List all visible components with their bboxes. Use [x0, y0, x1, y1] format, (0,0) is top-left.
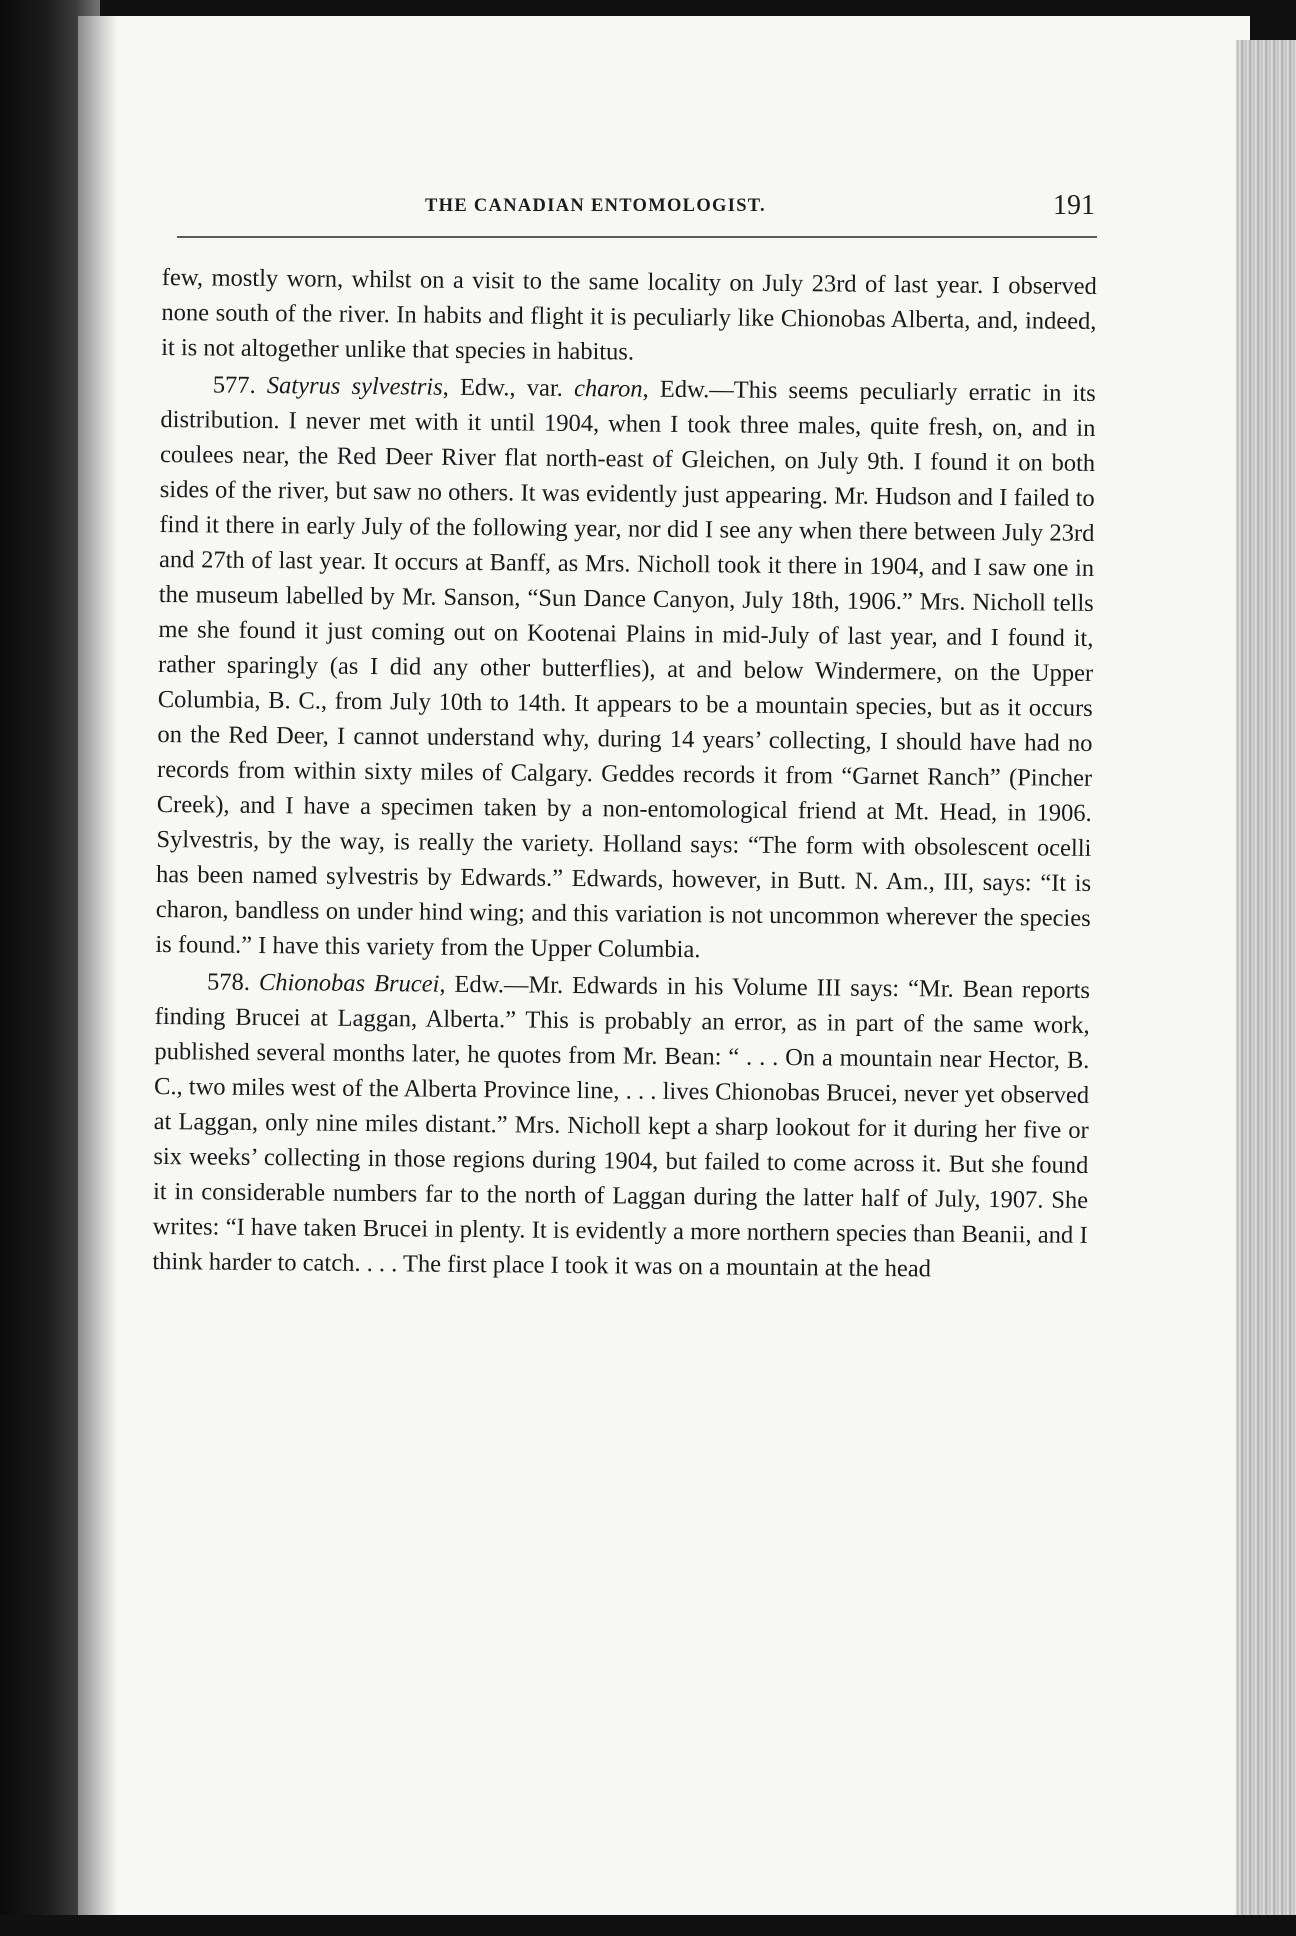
paragraph-578	[152, 964, 1090, 1288]
paragraph-continuation	[161, 260, 1097, 374]
running-head: THE CANADIAN ENTOMOLOGIST.	[425, 196, 766, 216]
paragraph-577	[155, 367, 1096, 971]
entry-number: 577.	[212, 371, 256, 399]
paragraph-text: few, mostly worn, whilst on a visit to the same locality on July 23rd of last year. I observed none south of the river. In habits and flight it is peculiarly like Chionobas Alberta, and, indeed, it is not altogether unlike that species in habitus.	[161, 263, 1097, 366]
paragraph-text: , Edw.—Mr. Edwards in his Volume III says: “Mr. Bean reports finding Brucei at Laggan, Alberta.” This is probably an error, as in part of the same work, published several months later, he quotes from Mr. Bean: “ . . . On a mountain near Hector, B. C., two miles west of the Alberta Province line, . . . lives Chionobas Brucei, never yet observed at Laggan, only nine miles distant.” Mrs. Nicholl kept a sharp lookout for it during her five or six weeks’ collecting in those regions during 1904, but failed to come across it. But she found it in considerable numbers far to the north of Laggan during the latter half of July, 1907. She writes: “I have taken Brucei in plenty. It is evidently a more northern species than Beanii, and I think harder to catch. . . . The first place I took it was on a mountain at the head	[152, 970, 1091, 1283]
page-number: 191	[1053, 190, 1095, 221]
body-text	[152, 260, 1097, 1288]
paragraph-text: , Edw.—This seems peculiarly erratic in its distribution. I never met with it until 1904, when I took three males, quite fresh, on, and in coulees near, the Red Deer River flat north-east of Gleichen, on July 9th. I found it on both sides of the river, but saw no others. It was evidently just appearing. Mr. Hudson and I failed to find it there in early July of the following year, nor did I see any when there between July 23rd and 27th of last year. It occurs at Banff, as Mrs. Nicholl took it there in 1904, and I saw one in the museum labelled by Mr. Sanson, “Sun Dance Canyon, July 18th, 1906.” Mrs. Nicholl tells me she found it just coming out on Kootenai Plains in mid-July of last year, and I found it, rather sparingly (as I did any other butterflies), at and below Windermere, on the Upper Columbia, B. C., from July 10th to 14th. It appears to be a mountain species, but as it occurs on the Red Deer, I cannot understand why, during 14 years’ collecting, I should have had no records from within sixty miles of Calgary. Geddes records it from “Garnet Ranch” (Pincher Creek), and I have a specimen taken by a non-entomological friend at Mt. Head, in 1906. Sylvestris, by the way, is really the variety. Holland says: “The form with obsolescent ocelli has been named sylvestris by Edwards.” Edwards, however, in Butt. N. Am., III, says: “It is charon, bandless on under hind wing; and this variation is not uncommon wherever the species is found.” I have this variety from the Upper Columbia.	[155, 375, 1096, 964]
variety-name: charon	[573, 374, 643, 403]
page-edges	[1236, 40, 1296, 1936]
scan-border	[0, 1915, 1296, 1936]
page-header	[175, 192, 1095, 232]
entry-number: 578.	[206, 968, 251, 996]
species-name: Chionobas Brucei	[258, 968, 440, 998]
author-text: , Edw., var.	[442, 373, 575, 402]
species-name: Satyrus sylvestris	[266, 372, 443, 401]
header-rule	[177, 236, 1097, 238]
